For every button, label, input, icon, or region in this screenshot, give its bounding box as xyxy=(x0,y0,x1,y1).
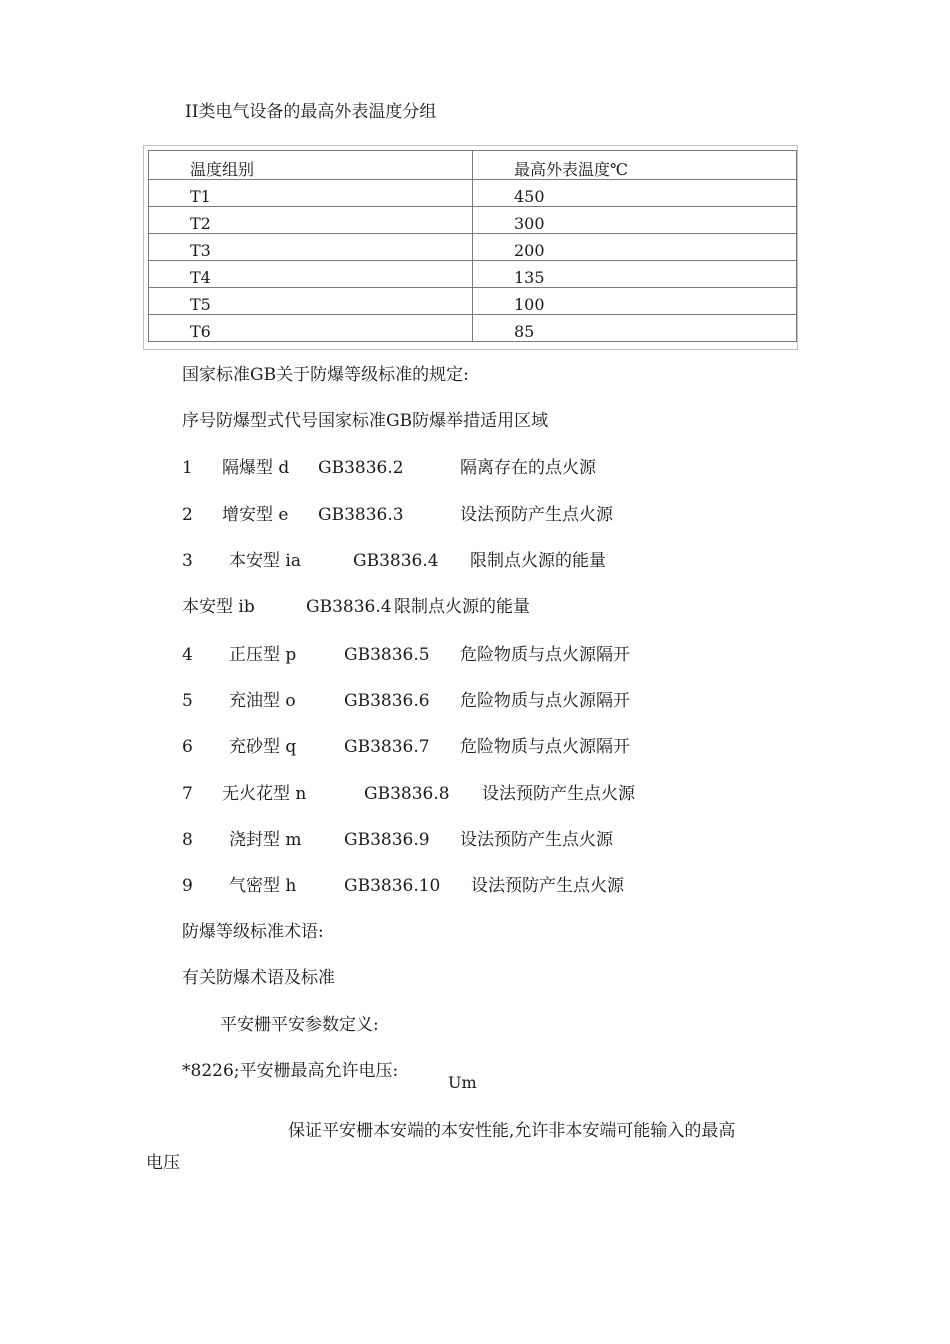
temperature-table xyxy=(148,150,797,342)
temp-group-cell: T4 xyxy=(149,261,473,288)
standard-no: 5 xyxy=(182,691,193,711)
standard-type: 正压型 p xyxy=(229,645,297,665)
standard-code: GB3836.2 xyxy=(318,458,404,478)
temp-group-cell: T2 xyxy=(149,207,473,234)
standard-row xyxy=(0,460,950,482)
standard-area: 危险物质与点火源隔开 xyxy=(460,645,630,665)
table-row xyxy=(149,234,797,261)
standard-area: 设法预防产生点火源 xyxy=(471,876,624,896)
standard-area: 限制点火源的能量 xyxy=(470,551,606,571)
max-voltage-symbol: Um xyxy=(448,1073,477,1092)
max-temp-cell: 85 xyxy=(473,315,797,342)
standard-row xyxy=(0,739,950,761)
max-temp-cell: 200 xyxy=(473,234,797,261)
terms-subheading: 有关防爆术语及标准 xyxy=(182,968,335,988)
standard-code: GB3836.9 xyxy=(344,830,430,850)
table-row xyxy=(149,180,797,207)
standard-no: 8 xyxy=(182,830,193,850)
standard-area: 设法预防产生点火源 xyxy=(460,505,613,525)
temp-group-cell: T5 xyxy=(149,288,473,315)
standard-no: 3 xyxy=(182,551,193,571)
barrier-heading: 平安栅平安参数定义: xyxy=(220,1015,379,1035)
standard-type: 浇封型 m xyxy=(229,830,302,850)
max-temp-cell: 135 xyxy=(473,261,797,288)
standard-type: 充砂型 q xyxy=(229,737,297,757)
gb-heading: 国家标准GB关于防爆等级标准的规定: xyxy=(182,365,469,385)
doc-title: II类电气设备的最高外表温度分组 xyxy=(185,102,437,122)
standard-row xyxy=(0,832,950,854)
standard-no: 2 xyxy=(182,505,193,525)
standard-no: 7 xyxy=(182,784,193,804)
standard-code: GB3836.7 xyxy=(344,737,430,757)
table-header-row xyxy=(149,151,797,180)
list-header: 序号防爆型式代号国家标准GB防爆举措适用区域 xyxy=(182,411,549,431)
header-max-temp: 最高外表温度℃ xyxy=(473,151,797,180)
standard-no: 4 xyxy=(182,645,193,665)
standard-row xyxy=(0,507,950,529)
definition-line-2: 电压 xyxy=(146,1153,180,1173)
standard-area: 危险物质与点火源隔开 xyxy=(460,737,630,757)
standard-area: 限制点火源的能量 xyxy=(394,597,530,617)
standard-area: 危险物质与点火源隔开 xyxy=(460,691,630,711)
standard-area: 设法预防产生点火源 xyxy=(482,784,635,804)
standard-type: 本安型 ia xyxy=(229,551,301,571)
header-temp-group: 温度组别 xyxy=(149,151,473,180)
max-temp-cell: 450 xyxy=(473,180,797,207)
table-row xyxy=(149,207,797,234)
standard-no: 9 xyxy=(182,876,193,896)
standard-row xyxy=(0,599,950,621)
standard-code: GB3836.6 xyxy=(344,691,430,711)
max-voltage-label: *8226;平安栅最高允许电压: xyxy=(182,1061,399,1081)
standard-row xyxy=(0,878,950,900)
standard-no: 6 xyxy=(182,737,193,757)
terms-heading: 防爆等级标准术语: xyxy=(182,922,324,942)
table-row xyxy=(149,315,797,342)
max-temp-cell: 300 xyxy=(473,207,797,234)
standard-type: 无火花型 n xyxy=(222,784,307,804)
standard-type: 隔爆型 d xyxy=(222,458,290,478)
standard-row xyxy=(0,693,950,715)
standard-code: GB3836.5 xyxy=(344,645,430,665)
standard-code: GB3836.4 xyxy=(353,551,439,571)
temp-group-cell: T1 xyxy=(149,180,473,207)
definition-line-1: 保证平安栅本安端的本安性能,允许非本安端可能输入的最高 xyxy=(288,1121,736,1141)
standard-type: 本安型 ib xyxy=(182,597,255,617)
temperature-table-frame xyxy=(143,145,798,350)
standard-row xyxy=(0,647,950,669)
table-row xyxy=(149,288,797,315)
standard-type: 增安型 e xyxy=(222,505,289,525)
standard-code: GB3836.4 xyxy=(306,597,392,617)
standard-type: 充油型 o xyxy=(229,691,296,711)
temp-group-cell: T3 xyxy=(149,234,473,261)
standard-type: 气密型 h xyxy=(229,876,297,896)
standard-area: 隔离存在的点火源 xyxy=(460,458,596,478)
temp-group-cell: T6 xyxy=(149,315,473,342)
standard-code: GB3836.10 xyxy=(344,876,441,896)
standard-area: 设法预防产生点火源 xyxy=(460,830,613,850)
standard-code: GB3836.3 xyxy=(318,505,404,525)
standard-code: GB3836.8 xyxy=(364,784,450,804)
standard-no: 1 xyxy=(182,458,193,478)
table-row xyxy=(149,261,797,288)
standard-row xyxy=(0,786,950,808)
max-temp-cell: 100 xyxy=(473,288,797,315)
standard-row xyxy=(0,553,950,575)
